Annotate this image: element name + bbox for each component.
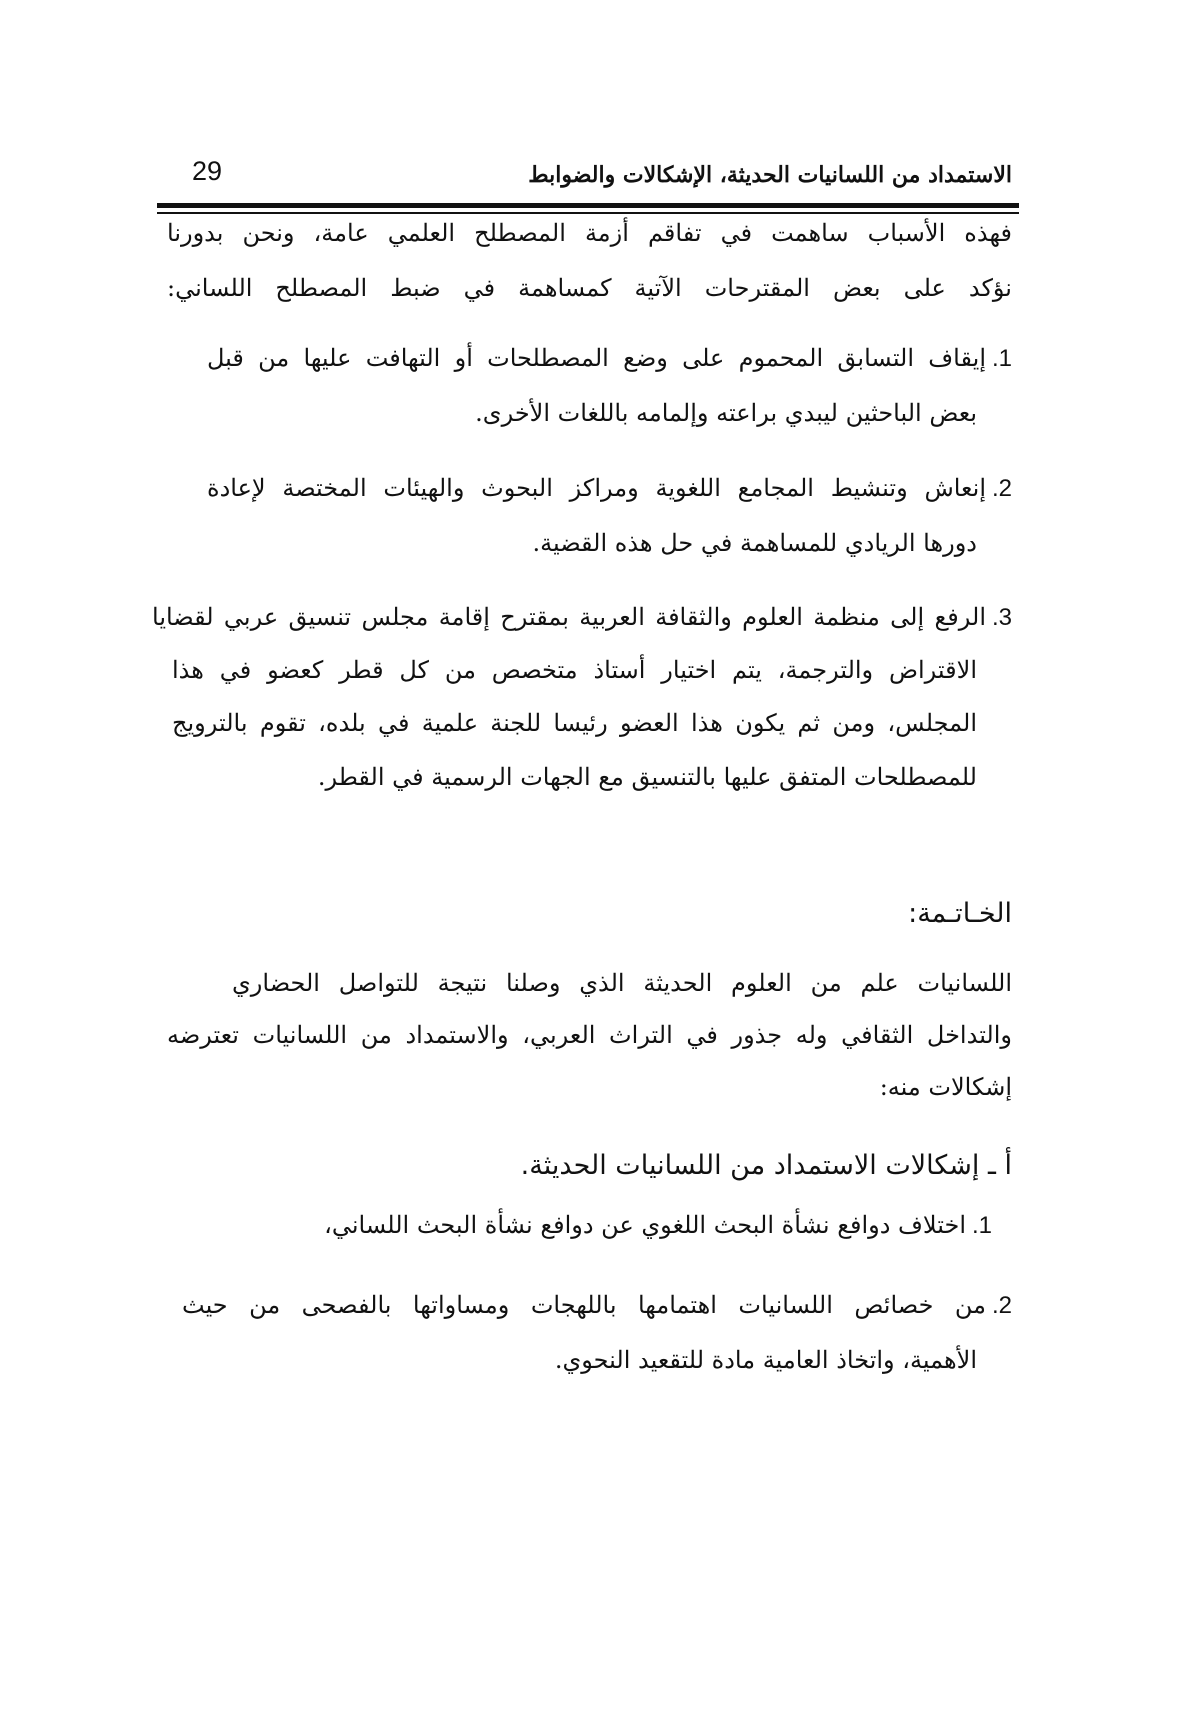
conclusion-line-2: والتداخل الثقافي وله جذور في التراث العربي، والاستمداد من اللسانيات تعترضه — [167, 1021, 1012, 1049]
proposal-2-text: إنعاش وتنشيط المجامع اللغوية ومراكز البحوث والهيئات المختصة لإعادة — [207, 474, 986, 502]
section-a-item-1-number: .1 — [971, 1212, 992, 1239]
proposal-3-line-1 — [152, 602, 1012, 633]
proposal-1-number: .1 — [991, 345, 1012, 372]
proposal-1-line-1 — [207, 343, 1012, 374]
proposal-3-line-4: للمصطلحات المتفق عليها بالتنسيق مع الجهات الرسمية في القطر. — [317, 763, 977, 791]
section-a-item-2-line-2: الأهمية، واتخاذ العامية مادة للتقعيد النحوي. — [554, 1346, 977, 1374]
conclusion-heading: الخـاتـمة: — [908, 898, 1012, 929]
proposal-2-line-1 — [207, 473, 1012, 504]
proposal-3-line-3: المجلس، ومن ثم يكون هذا العضو رئيسا للجنة علمية في بلده، تقوم بالترويج — [172, 709, 977, 737]
section-a-item-1-text: اختلاف دوافع نشأة البحث اللغوي عن دوافع نشأة البحث اللساني، — [324, 1211, 966, 1239]
section-a-item-1 — [324, 1210, 992, 1241]
section-a-item-2-line-1 — [182, 1290, 1012, 1321]
header-rule-thin — [157, 212, 1019, 214]
intro-line-1: فهذه الأسباب ساهمت في تفاقم أزمة المصطلح العلمي عامة، ونحن بدورنا — [167, 219, 1012, 247]
intro-line-2: نؤكد على بعض المقترحات الآتية كمساهمة في ضبط المصطلح اللساني: — [167, 274, 1012, 302]
conclusion-line-1: اللسانيات علم من العلوم الحديثة الذي وصلنا نتيجة للتواصل الحضاري — [232, 969, 1012, 997]
page-number: 29 — [192, 156, 223, 186]
proposal-2-number: .2 — [991, 475, 1012, 502]
proposal-3-text: الرفع إلى منظمة العلوم والثقافة العربية بمقترح إقامة مجلس تنسيق عربي لقضايا — [152, 603, 986, 631]
proposal-2-line-2: دورها الريادي للمساهمة في حل هذه القضية. — [532, 529, 977, 557]
running-header-title: الاستمداد من اللسانيات الحديثة، الإشكالات والضوابط — [528, 162, 1012, 188]
proposal-3-number: .3 — [991, 604, 1012, 631]
conclusion-line-3: إشكالات منه: — [879, 1073, 1012, 1101]
proposal-3-line-2: الاقتراض والترجمة، يتم اختيار أستاذ متخصص من كل قطر كعضو في هذا — [172, 656, 977, 684]
proposal-1-line-2: بعض الباحثين ليبدي براعته وإلمامه باللغات الأخرى. — [475, 399, 977, 427]
section-a-item-2-text: من خصائص اللسانيات اهتمامها باللهجات ومساواتها بالفصحى من حيث — [182, 1291, 986, 1319]
section-a-item-2-number: .2 — [991, 1292, 1012, 1319]
proposal-1-text: إيقاف التسابق المحموم على وضع المصطلحات أو التهافت عليها من قبل — [207, 344, 986, 372]
header-rule-thick — [157, 203, 1019, 208]
section-a-heading: أ ـ إشكالات الاستمداد من اللسانيات الحديثة. — [520, 1150, 1012, 1181]
